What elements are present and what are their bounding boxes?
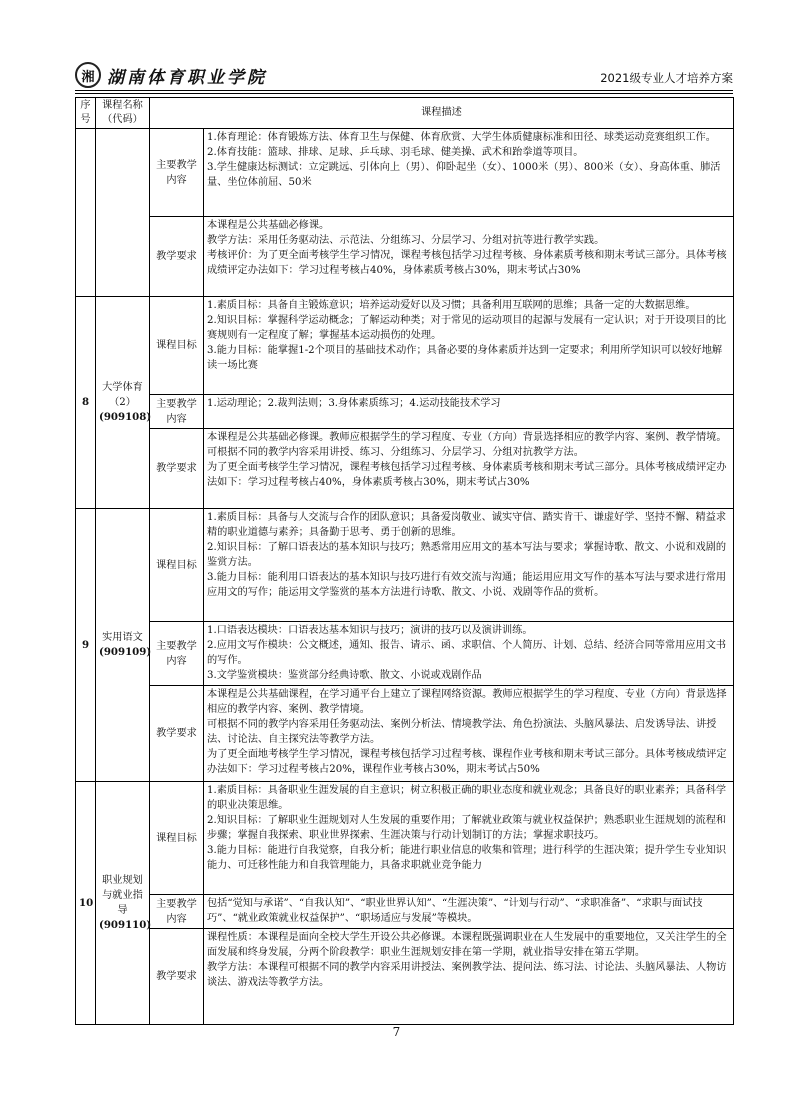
desc-line: 可根据不同的教学内容采用讲授、练习、分组练习、分层学习、分组对抗教学方法。 bbox=[207, 447, 584, 458]
table-row bbox=[76, 895, 734, 929]
row-desc bbox=[204, 782, 734, 895]
desc-line: 3.能力目标：能进行自我觉察，自我分析；能进行职业信息的收集和管理；进行科学的生涯决策；提升学生专业知识能力、可迁移性能力和自我管理能力，具备求职就业竞争能力 bbox=[207, 845, 727, 871]
desc-line: 2.体育技能：篮球、排球、足球、乒乓球、羽毛球、健美操、武术和跆拳道等项目。 bbox=[207, 147, 584, 158]
row-label: 课程目标 bbox=[150, 297, 204, 395]
desc-line: 1.素质目标：具备与人交流与合作的团队意识；具备爱岗敬业、诚实守信、踏实肯干、谦虚好学、坚持不懈、精益求精的职业道德与素养；具备勤于思考、勇于创新的思维。 bbox=[207, 512, 727, 538]
course-number: 8 bbox=[76, 297, 96, 509]
document-title: 2021级专业人才培养方案 bbox=[600, 71, 733, 85]
course-name-cell bbox=[96, 297, 150, 509]
desc-line: 1.运动理论；2.裁判法则；3.身体素质练习；4.运动技能技术学习 bbox=[207, 398, 501, 409]
table-row bbox=[76, 782, 734, 895]
cont-no-cell bbox=[76, 129, 96, 297]
row-desc bbox=[204, 395, 734, 429]
desc-line: 2.应用文写作模块：公文概述，通知、报告、请示、函、求职信、个人简历、计划、总结、经济合同等常用应用文书的写作。 bbox=[207, 640, 727, 666]
desc-line: 3.能力目标：能利用口语表达的基本知识与技巧进行有效交流与沟通；能运用应用文写作的基本写法与要求进行常用应用文的写作；能运用文学鉴赏的基本方法进行诗歌、散文、小说、戏剧等作品的赏析。 bbox=[207, 572, 727, 598]
row-desc bbox=[204, 509, 734, 622]
row-desc bbox=[204, 297, 734, 395]
row-label: 主要教学内容 bbox=[150, 895, 204, 929]
desc-line: 1.体育理论：体育锻炼方法、体育卫生与保健、体育欣赏、大学生体质健康标准和田径、球类运动竞赛组织工作。 bbox=[207, 132, 716, 143]
row-desc bbox=[204, 129, 734, 217]
table-row bbox=[76, 129, 734, 217]
row-label: 教学要求 bbox=[150, 686, 204, 782]
college-seal-icon: 湘 bbox=[75, 62, 101, 88]
desc-line: 教学方法：本课程可根据不同的教学内容采用讲授法、案例教学法、提问法、练习法、讨论法、头脑风暴法、人物访谈法、游戏法等教学方法。 bbox=[207, 962, 727, 988]
desc-line: 1.素质目标：具备自主锻炼意识；培养运动爱好以及习惯；具备利用互联网的思维；具备一定的大数据思维。 bbox=[207, 300, 696, 311]
row-desc bbox=[204, 622, 734, 686]
desc-line: 课程性质：本课程是面向全校大学生开设公共必修课。本课程既强调职业在人生发展中的重要地位，又关注学生的全面发展和终身发展，分两个阶段教学：职业生涯规划安排在第一学期，就业指导安排在第五学期。 bbox=[207, 932, 727, 958]
row-desc bbox=[204, 895, 734, 929]
course-name-cell bbox=[96, 509, 150, 782]
row-desc bbox=[204, 429, 734, 509]
desc-line: 3.文学鉴赏模块：鉴赏部分经典诗歌、散文、小说或戏剧作品 bbox=[207, 670, 482, 681]
desc-line: 本课程是公共基础课程，在学习通平台上建立了课程网络资源。教师应根据学生的学习程度、专业（方向）背景选择相应的教学内容、案例、教学情境。 bbox=[207, 689, 727, 715]
table-row bbox=[76, 297, 734, 395]
course-name: 实用语文 bbox=[102, 632, 143, 643]
row-desc bbox=[204, 217, 734, 297]
table-row bbox=[76, 686, 734, 782]
college-name: 湖南体育职业学院 bbox=[107, 67, 267, 88]
cont-name-cell bbox=[96, 129, 150, 297]
course-name-cell bbox=[96, 782, 150, 1025]
course-number: 9 bbox=[76, 509, 96, 782]
header-course-name: 课程名称（代码） bbox=[96, 98, 150, 129]
row-label: 主要教学内容 bbox=[150, 129, 204, 217]
header-rule bbox=[75, 90, 733, 94]
course-name: 大学体育（2） bbox=[102, 382, 143, 408]
course-number: 10 bbox=[76, 782, 96, 1025]
desc-line: 1.素质目标：具备职业生涯发展的自主意识；树立积极正确的职业态度和就业观念；具备良好的职业素养；具备科学的职业决策思维。 bbox=[207, 785, 727, 811]
desc-line: 2.知识目标：掌握科学运动概念；了解运动种类；对于常见的运动项目的起源与发展有一定认识；对于开设项目的比赛规则有一定程度了解；掌握基本运动损伤的处理。 bbox=[207, 315, 727, 341]
row-desc bbox=[204, 686, 734, 782]
table-row bbox=[76, 217, 734, 297]
desc-line: 2.知识目标：了解职业生涯规划对人生发展的重要作用；了解就业政策与就业权益保护；熟悉职业生涯规划的流程和步骤；掌握自我探索、职业世界探索、生涯决策与行动计划制订的方法；掌握求职技巧。 bbox=[207, 815, 727, 841]
course-code: (909108) bbox=[99, 411, 152, 423]
page-number: 7 bbox=[392, 1025, 401, 1039]
desc-line: 为了更全面地考核学生学习情况，课程考核包括学习过程考核、课程作业考核和期末考试三部分。具体考核成绩评定办法如下：学习过程考核占20%，课程作业考核占30%，期末考试占50% bbox=[207, 749, 727, 775]
desc-line: 本课程是公共基础必修课。教师应根据学生的学习程度、专业（方向）背景选择相应的教学内容、案例、教学情境。 bbox=[207, 432, 727, 443]
desc-line: 为了更全面考核学生学习情况，课程考核包括学习过程考核、身体素质考核和期末考试三部分。具体考核成绩评定办法如下：学习过程考核占40%，身体素质考核占30%，期末考试占30% bbox=[207, 462, 727, 488]
course-code: (909109) bbox=[99, 646, 152, 658]
row-label: 主要教学内容 bbox=[150, 622, 204, 686]
table-row bbox=[76, 929, 734, 1025]
row-label: 课程目标 bbox=[150, 782, 204, 895]
desc-line: 3.学生健康达标测试：立定跳远、引体向上（男）、仰卧起坐（女）、1000米（男）、800米（女）、身高体重、肺活量、坐位体前屈、50米 bbox=[207, 162, 721, 188]
course-name: 职业规划与就业指导 bbox=[102, 875, 143, 916]
row-label: 课程目标 bbox=[150, 509, 204, 622]
table-header-row bbox=[76, 98, 734, 129]
row-label: 主要教学内容 bbox=[150, 395, 204, 429]
table-row bbox=[76, 429, 734, 509]
page-header bbox=[75, 60, 733, 92]
course-code: (909110) bbox=[99, 919, 152, 931]
desc-line: 可根据不同的教学内容采用任务驱动法、案例分析法、情境教学法、角色扮演法、头脑风暴法、启发诱导法、讲授法、讨论法、自主探究法等教学方法。 bbox=[207, 719, 717, 745]
desc-line: 考核评价：为了更全面考核学生学习情况，课程考核包括学习过程考核、身体素质考核和期末考试三部分。具体考核成绩评定办法如下：学习过程考核占40%，身体素质考核占30%，期末考试占30% bbox=[207, 250, 727, 276]
row-label: 教学要求 bbox=[150, 429, 204, 509]
table-row bbox=[76, 395, 734, 429]
desc-line: 2.知识目标：了解口语表达的基本知识与技巧；熟悉常用应用文的基本写法与要求；掌握诗歌、散文、小说和戏剧的鉴赏方法。 bbox=[207, 542, 727, 568]
desc-line: 本课程是公共基础必修课。 bbox=[207, 220, 330, 231]
row-label: 教学要求 bbox=[150, 929, 204, 1025]
desc-line: 3.能力目标：能掌握1-2个项目的基础技术动作；具备必要的身体素质并达到一定要求；利用所学知识可以较好地解读一场比赛 bbox=[207, 345, 723, 371]
desc-line: 1.口语表达模块：口语表达基本知识与技巧；演讲的技巧以及演讲训练。 bbox=[207, 625, 533, 636]
row-label: 教学要求 bbox=[150, 217, 204, 297]
desc-line: 包括“觉知与承诺”、“自我认知”、“职业世界认知”、“生涯决策”、“计划与行动”、“求职准备”、“求职与面试技巧”、“就业政策就业权益保护”、“职场适应与发展”等模块。 bbox=[207, 898, 703, 924]
header-no: 序号 bbox=[76, 98, 96, 129]
table-row bbox=[76, 622, 734, 686]
desc-line: 教学方法：采用任务驱动法、示范法、分组练习、分层学习、分组对抗等进行教学实践。 bbox=[207, 235, 605, 246]
row-desc bbox=[204, 929, 734, 1025]
course-table bbox=[75, 97, 734, 1025]
table-row bbox=[76, 509, 734, 622]
college-logo bbox=[75, 62, 267, 88]
header-course-desc: 课程描述 bbox=[150, 98, 734, 129]
